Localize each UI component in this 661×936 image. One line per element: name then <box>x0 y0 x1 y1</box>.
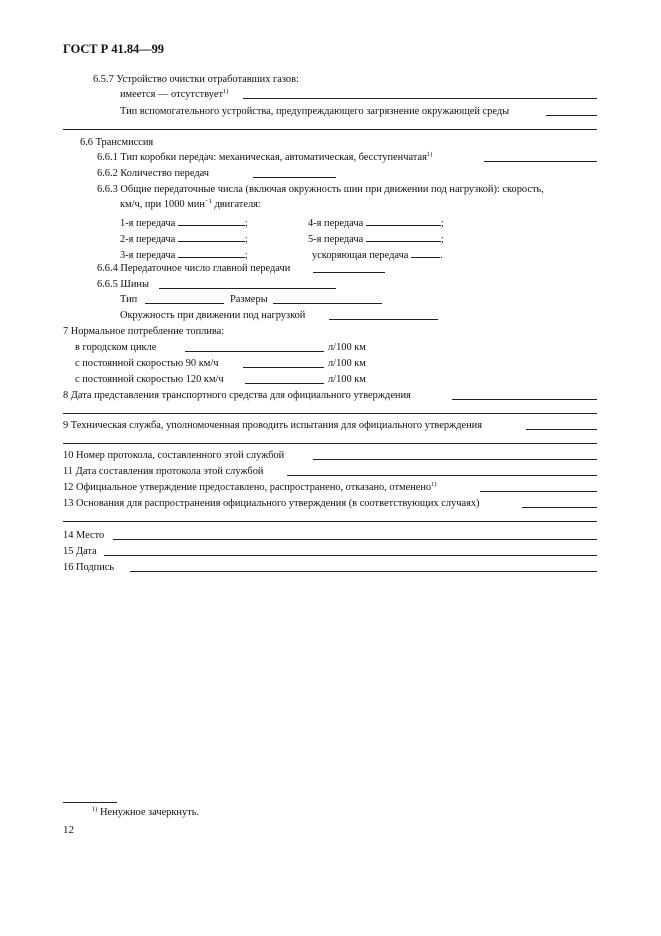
overdrive-label: ускоряющая передача <box>312 250 409 261</box>
final-drive-label: 6.6.4 Передаточное число главной передачи <box>97 263 291 274</box>
gear-4-row <box>308 216 444 229</box>
section-12-field[interactable] <box>480 491 597 492</box>
gear-count-field[interactable] <box>253 177 336 178</box>
page-number: 12 <box>63 824 74 836</box>
gear-ratios-text-end: двигателя: <box>211 199 261 210</box>
tire-size-label: Размеры <box>230 294 268 305</box>
section-11-field[interactable] <box>287 475 597 476</box>
gear-3-field[interactable] <box>178 248 245 258</box>
separator: ; <box>244 234 248 245</box>
section-10-field[interactable] <box>313 459 597 460</box>
footnote-ref: 1) <box>426 151 433 158</box>
unit-exponent: −1 <box>204 198 212 205</box>
speed-90-field[interactable] <box>243 367 324 368</box>
place-field[interactable] <box>113 539 597 540</box>
gear-1-row <box>120 216 248 229</box>
aux-device-type-field[interactable] <box>546 115 597 116</box>
gear-ratios-label-cont <box>120 200 261 210</box>
tire-size-field[interactable] <box>273 303 382 304</box>
section-6-5-7-title: 6.5.7 Устройство очистки отработавших газов: <box>93 74 299 85</box>
gearbox-type-label: 6.6.1 Тип коробки передач: механическая, автоматическая, бесступенчатая <box>97 152 427 163</box>
footnote-ref: 1) <box>431 481 437 488</box>
section-13-label: 13 Основания для распространения официального утверждения (в соответствующих случаях) <box>63 498 480 509</box>
tire-type-field[interactable] <box>145 303 224 304</box>
exhaust-cleaning-presence <box>120 90 228 100</box>
overdrive-field[interactable] <box>411 248 440 258</box>
unit-label: л/100 км <box>328 358 366 369</box>
gear-ratios-text: км/ч, при 1000 мин <box>120 199 205 210</box>
section-11-label: 11 Дата составления протокола этой службой <box>63 466 264 477</box>
gear-3-row <box>120 248 248 261</box>
gear-3-label: 3-я передача <box>120 250 176 261</box>
gear-4-field[interactable] <box>366 216 441 226</box>
speed-90-label: с постоянной скоростью 90 км/ч <box>75 358 219 369</box>
gear-5-label: 5-я передача <box>308 234 364 245</box>
presence-label: имеется — отсутствует <box>120 89 223 100</box>
section-13-field-continued[interactable] <box>63 521 597 522</box>
separator: ; <box>244 218 248 229</box>
gear-5-row <box>308 232 444 245</box>
gearbox-type-field[interactable] <box>484 161 597 162</box>
gear-1-field[interactable] <box>178 216 245 226</box>
gear-2-field[interactable] <box>178 232 245 242</box>
city-cycle-field[interactable] <box>185 351 324 352</box>
unit-label: л/100 км <box>328 342 366 353</box>
overdrive-row <box>312 248 443 261</box>
date-label: 15 Дата <box>63 546 97 557</box>
gear-4-label: 4-я передача <box>308 218 364 229</box>
footnote-ref: 1) <box>222 88 229 95</box>
tire-circumference-field[interactable] <box>329 319 438 320</box>
city-cycle-label: в городском цикле <box>75 342 157 353</box>
tires-label: 6.6.5 Шины <box>97 279 149 290</box>
final-drive-field[interactable] <box>313 272 385 273</box>
unit-label: л/100 км <box>328 374 366 385</box>
gear-count-label: 6.6.2 Количество передач <box>97 168 210 179</box>
gear-1-label: 1-я передача <box>120 218 176 229</box>
section-13-field[interactable] <box>522 507 597 508</box>
gear-ratios-label: 6.6.3 Общие передаточные числа (включая окружность шин при движении под нагрузкой): скорость, <box>97 184 544 195</box>
section-9-field[interactable] <box>526 429 597 430</box>
footnote-text: Ненужное зачеркнуть. <box>100 807 200 818</box>
section-12 <box>63 483 437 493</box>
footnote-mark: 1) <box>92 806 98 813</box>
tires-field[interactable] <box>159 288 336 289</box>
section-8-field-continued[interactable] <box>63 413 597 414</box>
date-field[interactable] <box>104 555 597 556</box>
separator: . <box>440 250 443 261</box>
tire-circumference-label: Окружность при движении под нагрузкой <box>120 310 306 321</box>
section-7-title: 7 Нормальное потребление топлива: <box>63 326 225 337</box>
section-10-label: 10 Номер протокола, составленного этой службой <box>63 450 285 461</box>
place-label: 14 Место <box>63 530 105 541</box>
separator: ; <box>440 218 444 229</box>
aux-device-type-label: Тип вспомогательного устройства, предупреждающего загрязнение окружающей среды <box>120 106 510 117</box>
gear-5-field[interactable] <box>366 232 441 242</box>
presence-field[interactable] <box>243 98 597 99</box>
speed-120-label: с постоянной скоростью 120 км/ч <box>75 374 224 385</box>
signature-field[interactable] <box>130 571 597 572</box>
section-6-6-title: 6.6 Трансмиссия <box>80 137 154 148</box>
footnote <box>92 808 199 818</box>
separator: ; <box>440 234 444 245</box>
section-8-label: 8 Дата представления транспортного средства для официального утверждения <box>63 390 411 401</box>
signature-label: 16 Подпись <box>63 562 115 573</box>
section-8-field[interactable] <box>452 399 597 400</box>
gear-2-label: 2-я передача <box>120 234 176 245</box>
speed-120-field[interactable] <box>245 383 324 384</box>
page-header: ГОСТ Р 41.84—99 <box>63 42 165 56</box>
separator: ; <box>244 250 248 261</box>
aux-device-type-field-continued[interactable] <box>63 129 597 130</box>
section-12-label: 12 Официальное утверждение предоставлено, распространено, отказано, отменено <box>63 482 432 493</box>
section-9-field-continued[interactable] <box>63 443 597 444</box>
footnote-separator <box>63 802 117 803</box>
gear-2-row <box>120 232 248 245</box>
tire-type-label: Тип <box>120 294 138 305</box>
section-9-label: 9 Техническая служба, уполномоченная проводить испытания для официального утверждения <box>63 420 483 431</box>
gearbox-type <box>97 153 432 163</box>
